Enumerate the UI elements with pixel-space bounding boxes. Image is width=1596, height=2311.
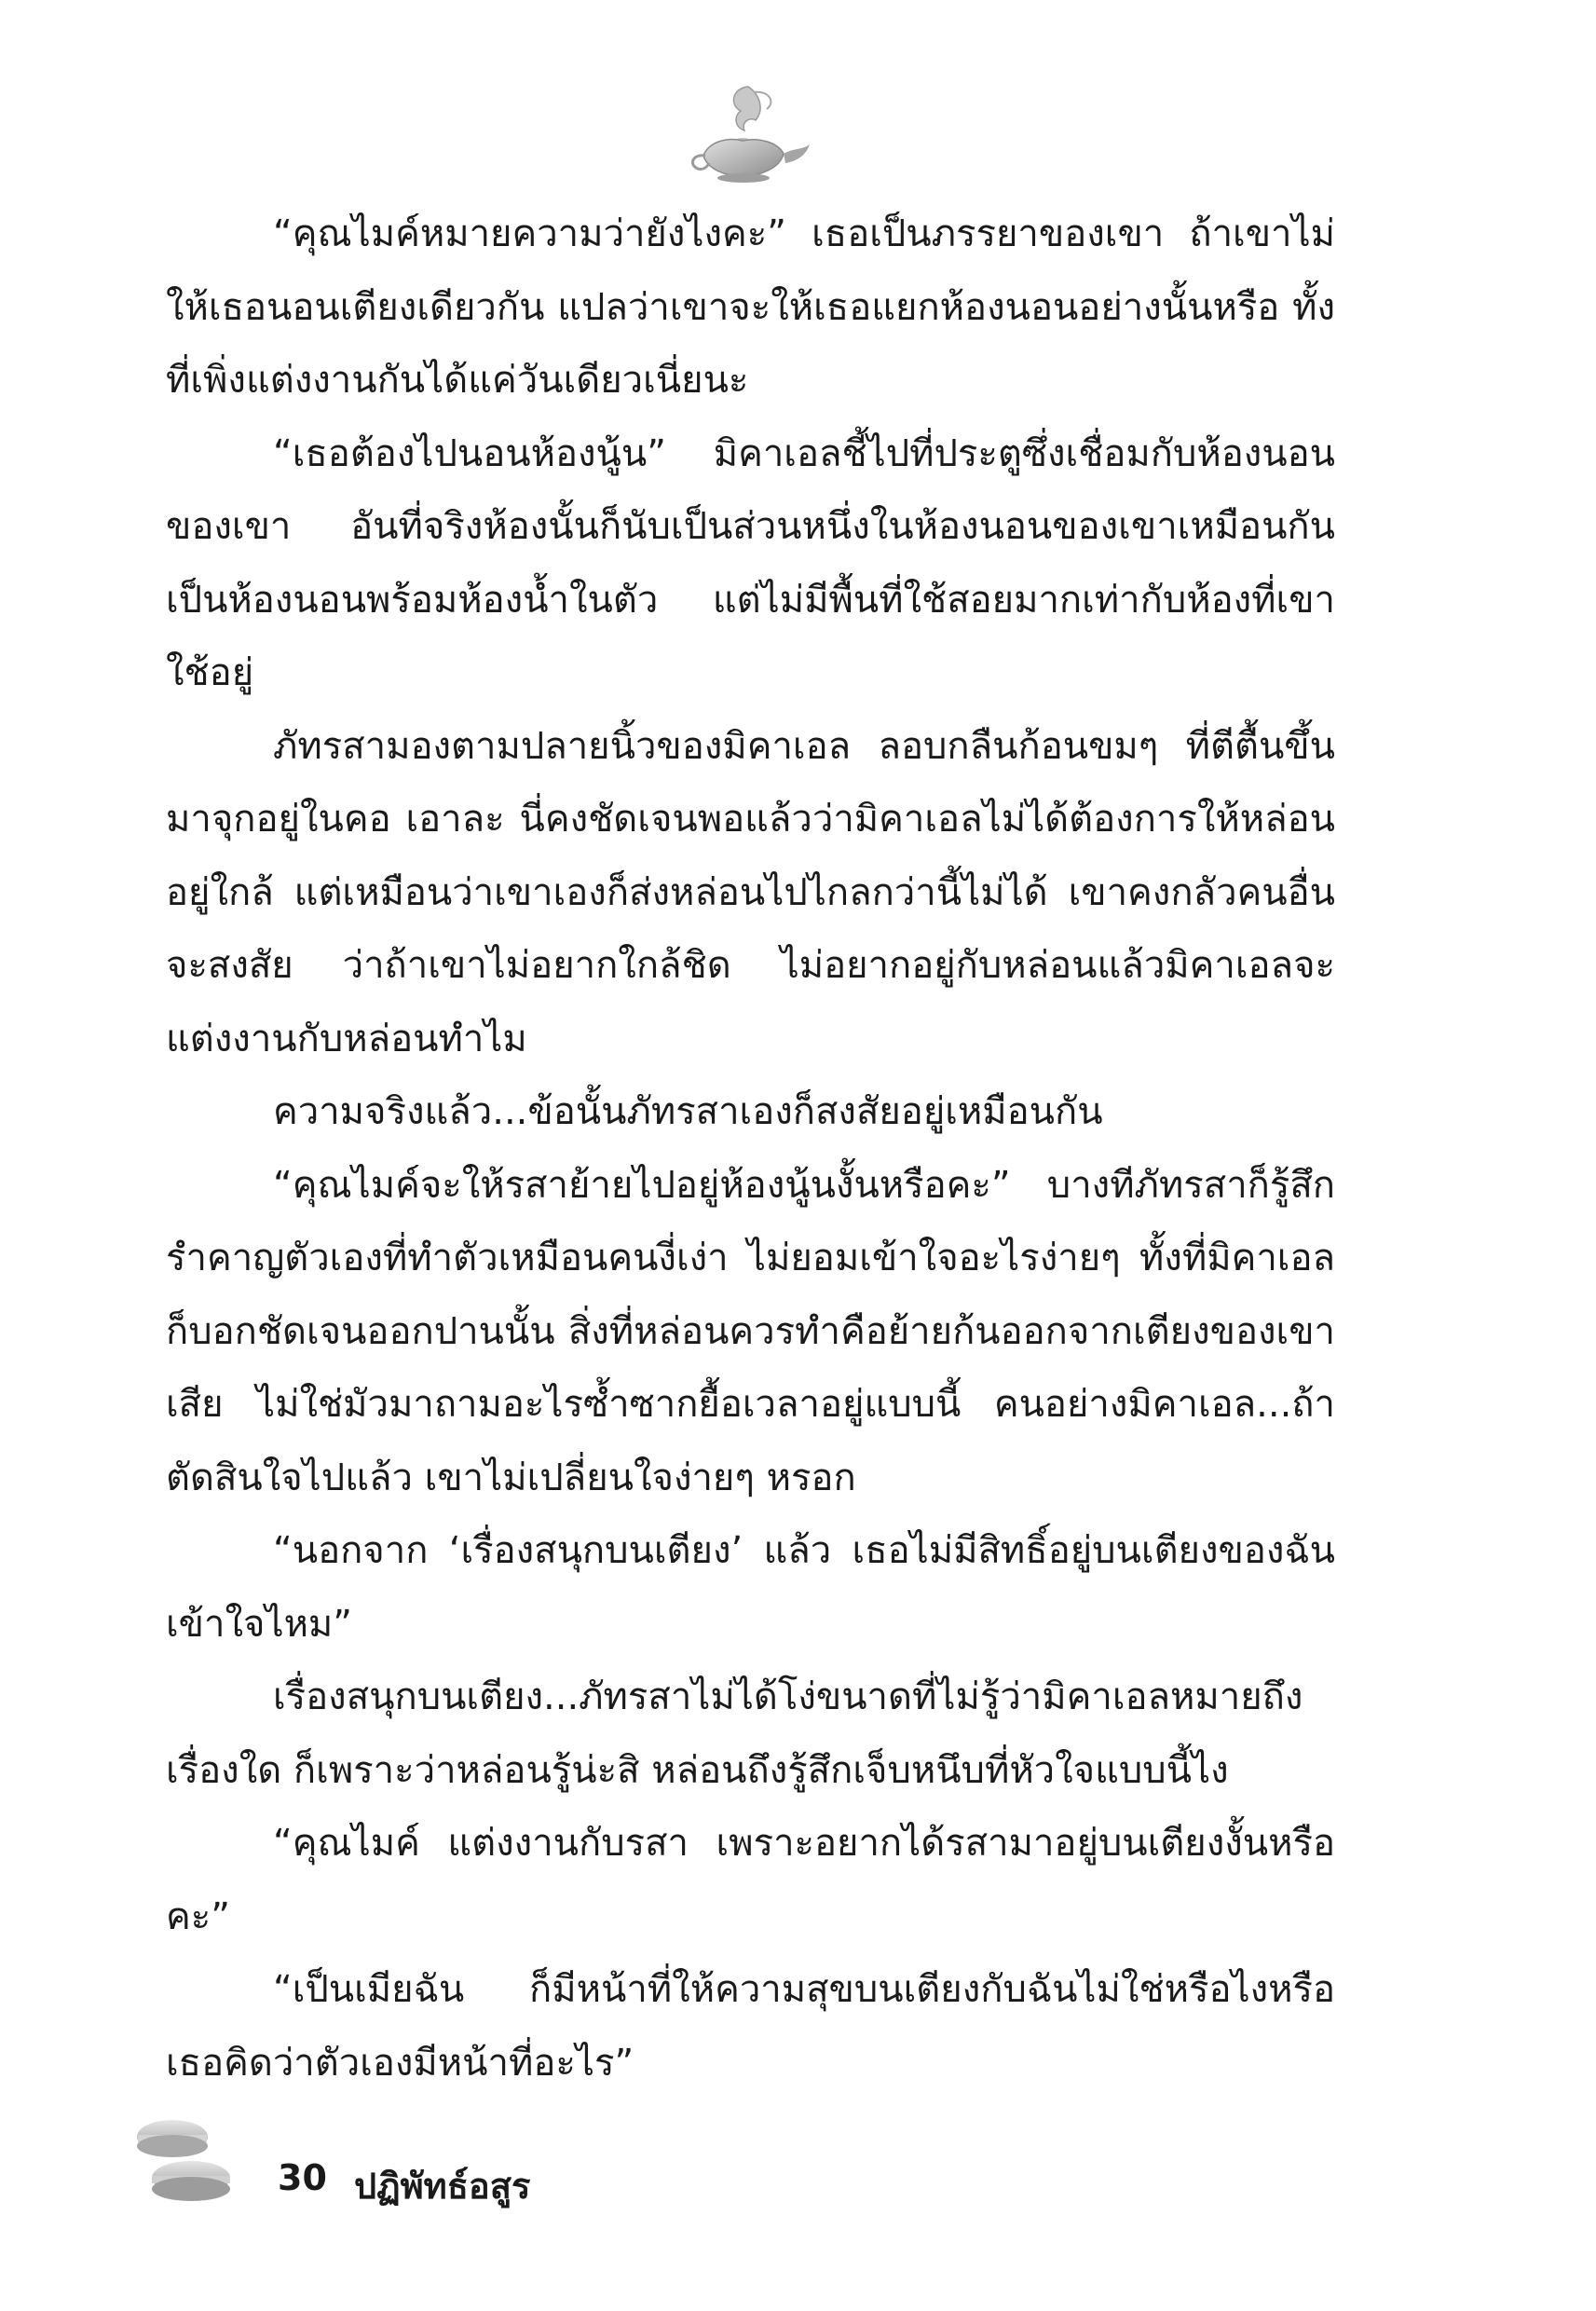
paragraph: ภัทรสามองตามปลายนิ้วของมิคาเอล ลอบกลืนก้อนขมๆ ที่ตีตื้นขึ้นมาจุกอยู่ในคอ เอาละ นี่คงชัดเจนพอแล้วว่ามิคาเอลไม่ได้ต้องการให้หล่อนอยู่ใกล้ แต่เหมือนว่าเขาเองก็ส่งหล่อนไปไกลกว่านี้ไม่ได้ เขาคงกลัวคนอื่นจะสงสัย ว่าถ้าเขาไม่อยากใกล้ชิด ไม่อยากอยู่กับหล่อนแล้วมิคาเอลจะแต่งงานกับหล่อนทำไม <box>166 724 1335 1060</box>
body-text <box>166 198 1335 2099</box>
paragraph: “เธอต้องไปนอนห้องนู้น” มิคาเอลชี้ไปที่ประตูซึ่งเชื่อมกับห้องนอนของเขา อันที่จริงห้องนั้นก็นับเป็นส่วนหนึ่งในห้องนอนของเขาเหมือนกัน เป็นห้องนอนพร้อมห้องน้ำในตัว แต่ไม่มีพื้นที่ใช้สอยมากเท่ากับห้องที่เขาใช้อยู่ <box>166 431 1335 694</box>
paragraph: “เป็นเมียฉัน ก็มีหน้าที่ให้ความสุขบนเตียงกับฉันไม่ใช่หรือไงหรือเธอคิดว่าตัวเองมีหน้าที่อะไร” <box>166 1968 1335 2085</box>
book-title: ปฏิพัทธ์อสูร <box>354 2166 531 2207</box>
macaron-icon <box>130 2101 242 2213</box>
paragraph: “คุณไมค์ แต่งงานกับรสา เพราะอยากได้รสามาอยู่บนเตียงงั้นหรือคะ” <box>166 1822 1335 1938</box>
paragraph: “คุณไมค์หมายความว่ายังไงคะ” เธอเป็นภรรยาของเขา ถ้าเขาไม่ให้เธอนอนเตียงเดียวกัน แปลว่าเขาจะให้เธอแยกห้องนอนอย่างนั้นหรือ ทั้งที่เพิ่งแต่งงานกันได้แค่วันเดียวเนี่ยนะ <box>166 212 1335 402</box>
genie-lamp-icon <box>675 79 815 186</box>
page-number: 30 <box>278 2157 327 2198</box>
paragraph: “คุณไมค์จะให้รสาย้ายไปอยู่ห้องนู้นงั้นหรือคะ” บางทีภัทรสาก็รู้สึกรำคาญตัวเองที่ทำตัวเหมือนคนงี่เง่า ไม่ยอมเข้าใจอะไรง่ายๆ ทั้งที่มิคาเอลก็บอกชัดเจนออกปานนั้น สิ่งที่หล่อนควรทำคือย้ายก้นออกจากเตียงของเขาเสีย ไม่ใช่มัวมาถามอะไรซ้ำซากยื้อเวลาอยู่แบบนี้ คนอย่างมิคาเอล...ถ้าตัดสินใจไปแล้ว เขาไม่เปลี่ยนใจง่ายๆ หรอก <box>166 1163 1335 1499</box>
page-footer <box>130 2101 783 2213</box>
paragraph: เรื่องสนุกบนเตียง...ภัทรสาไม่ได้โง่ขนาดที่ไม่รู้ว่ามิคาเอลหมายถึงเรื่องใด ก็เพราะว่าหล่อนรู้น่ะสิ หล่อนถึงรู้สึกเจ็บหนึบที่หัวใจแบบนี้ไง <box>166 1675 1303 1792</box>
paragraph: “นอกจาก ‘เรื่องสนุกบนเตียง’ แล้ว เธอไม่มีสิทธิ์อยู่บนเตียงของฉัน เข้าใจไหม” <box>166 1529 1335 1646</box>
paragraph: ความจริงแล้ว...ข้อนั้นภัทรสาเองก็สงสัยอยู่เหมือนกัน <box>273 1090 1103 1133</box>
